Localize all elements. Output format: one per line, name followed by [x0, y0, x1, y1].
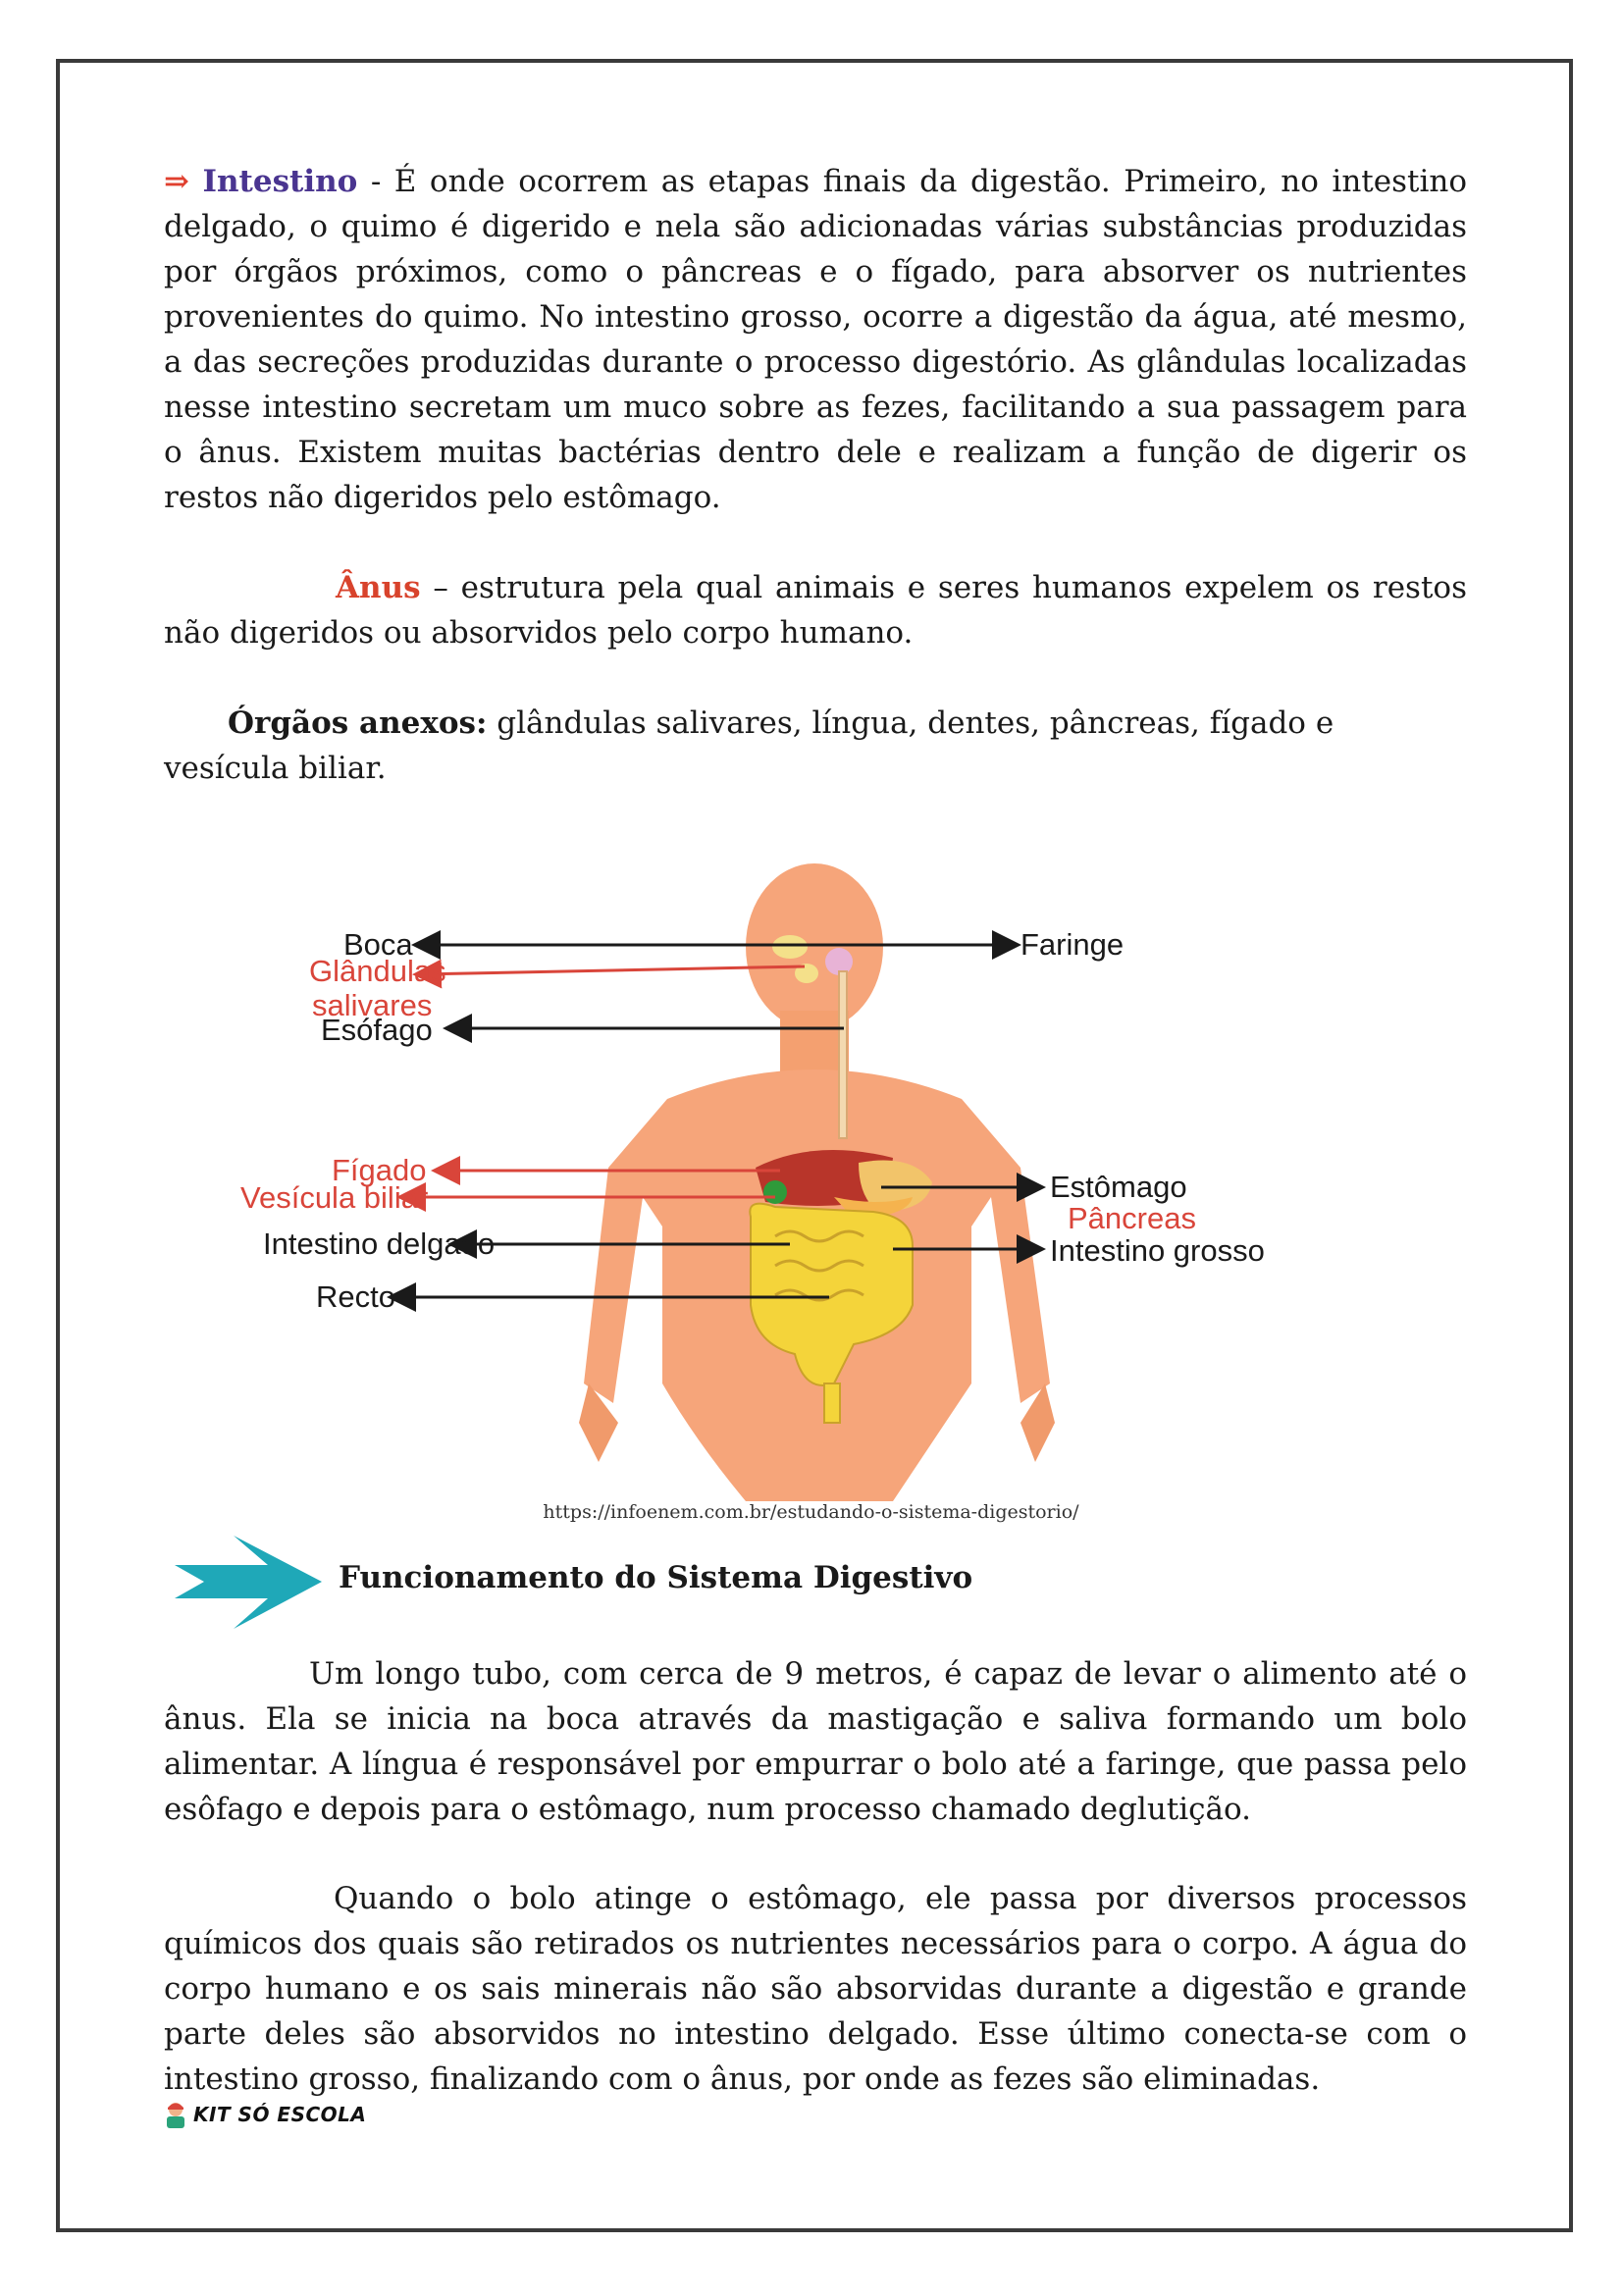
- section-arrow-icon: [175, 1536, 322, 1629]
- term-anus: Ânus: [336, 570, 421, 605]
- bolo-text: Quando o bolo atinge o estômago, ele passa por diversos processos químicos dos quais são retirados os nutrientes necessários para o corpo. A água do corpo humano e os sais minerais não são absorvidas durante a digestão e grande parte deles são absorvidos no intestino delgado. Esse último conecta-se com o intestino grosso, finalizando com o ânus, por onde as fezes são eliminadas.: [164, 1881, 1467, 2097]
- anexos-text: glândulas salivares, língua, dentes, pâncreas, fígado e vesícula biliar.: [164, 705, 1334, 786]
- intestino-text: - É onde ocorrem as etapas finais da digestão. Primeiro, no intestino delgado, o quimo é digerido e nela são adicionadas várias substâncias produzidas por órgãos próximos, como o pâncreas e o fígado, para absorver os nutrientes provenientes do quimo. No intestino grosso, ocorre a digestão da água, até mesmo, a das secreções produzidas durante o processo digestório. As glândulas localizadas nesse intestino secretam um muco sobre as fezes, facilitando a sua passagem para o ânus. Existem muitas bactérias dentro dele e realizam a função de digerir os restos não digeridos pelo estômago.: [164, 164, 1468, 515]
- label-boca: Boca: [343, 927, 413, 962]
- label-estomago: Estômago: [1050, 1170, 1187, 1204]
- term-orgaos-anexos: Órgãos anexos:: [228, 705, 488, 741]
- paragraph-bolo: [164, 1876, 1467, 2102]
- label-pancreas: Pâncreas: [1068, 1201, 1196, 1235]
- paragraph-intestino: [164, 159, 1467, 520]
- anus-text: – estrutura pela qual animais e seres humanos expelem os restos não digeridos ou absorvidos pelo corpo humano.: [164, 570, 1467, 651]
- label-esofago: Esófago: [321, 1013, 433, 1047]
- student-icon: [164, 2101, 187, 2128]
- paragraph-tubo: [164, 1651, 1467, 1832]
- label-intestino-grosso: Intestino grosso: [1050, 1233, 1265, 1268]
- label-glandulas: Glândulas: [309, 954, 446, 988]
- label-recto: Recto: [316, 1279, 395, 1314]
- tubo-text: Um longo tubo, com cerca de 9 metros, é capaz de levar o alimento até o ânus. Ela se inicia na boca através da mastigação e saliva formando um bolo alimentar. A língua é responsável por empurrar o bolo até a faringe, que passa pelo esôfago e depois para o estômago, num processo chamado deglutição.: [164, 1656, 1467, 1827]
- digestive-system-diagram: [240, 873, 1325, 1501]
- right-double-arrow-icon: ⇒: [164, 164, 189, 199]
- image-source: https://infoenem.com.br/estudando-o-sistema-digestorio/: [543, 1501, 1079, 1523]
- paragraph-anus: [164, 565, 1467, 655]
- label-faringe: Faringe: [1020, 927, 1125, 962]
- kit-so-escola-logo: [164, 2100, 366, 2129]
- term-intestino: Intestino: [202, 164, 358, 199]
- label-figado: Fígado: [332, 1153, 427, 1187]
- label-intestino-delgado: Intestino delgado: [263, 1226, 496, 1261]
- label-vesicula-biliar: Vesícula biliar: [240, 1180, 429, 1215]
- label-salivares: salivares: [312, 988, 433, 1022]
- logo-text: KIT SÓ ESCOLA: [193, 2103, 367, 2126]
- paragraph-orgaos-anexos: [164, 701, 1467, 791]
- section-title: Funcionamento do Sistema Digestivo: [339, 1560, 973, 1595]
